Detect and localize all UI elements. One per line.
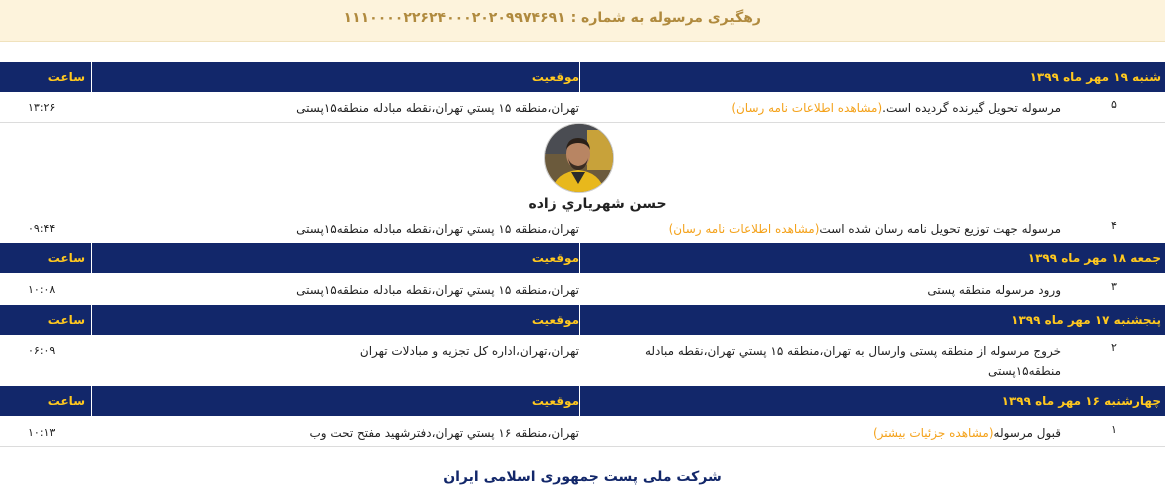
location-header: موقعیت (531, 313, 579, 327)
time-header: ساعت (47, 251, 85, 265)
time-header: ساعت (47, 313, 85, 327)
postman-photo-icon (544, 124, 613, 193)
event-time: ۱۰:۰۸ (28, 283, 56, 296)
column-divider (579, 305, 580, 335)
event-location: تهران،منطقه ۱۵ پستي تهران،نقطه مبادله منطقه۱۵پستی (296, 283, 579, 297)
event-description (581, 98, 1061, 118)
event-number: ۳ (1111, 280, 1117, 293)
event-description (581, 341, 1061, 381)
event-status-text: قبول مرسوله (993, 426, 1061, 440)
day-date: پنجشنبه ۱۷ مهر ماه ۱۳۹۹ (1011, 313, 1161, 327)
event-time: ۱۰:۱۳ (28, 426, 56, 439)
event-location: تهران،منطقه ۱۶ پستي تهران،دفترشهید مفتح تحت وب (309, 426, 579, 440)
event-time: ۰۹:۴۴ (28, 222, 56, 235)
day-header (0, 386, 1165, 416)
event-location: تهران،تهران،اداره کل تجزیه و مبادلات تهران (359, 344, 579, 358)
row-divider (0, 446, 1165, 447)
location-header: موقعیت (531, 251, 579, 265)
location-header: موقعیت (531, 70, 579, 84)
event-description (581, 423, 1061, 443)
event-description (581, 219, 1061, 239)
event-description (581, 280, 1061, 300)
day-date: چهارشنبه ۱۶ مهر ماه ۱۳۹۹ (1001, 394, 1161, 408)
day-header (0, 243, 1165, 273)
view-postman-info-link[interactable]: (مشاهده اطلاعات نامه رسان) (731, 101, 883, 115)
day-date: جمعه ۱۸ مهر ماه ۱۳۹۹ (1027, 251, 1161, 265)
column-divider (91, 243, 92, 273)
view-postman-info-link[interactable]: (مشاهده اطلاعات نامه رسان) (668, 222, 820, 236)
event-number: ۵ (1111, 98, 1117, 111)
view-more-details-link[interactable]: (مشاهده جزئیات بیشتر) (872, 426, 994, 440)
event-number: ۴ (1111, 219, 1117, 232)
column-divider (91, 62, 92, 92)
column-divider (91, 386, 92, 416)
event-location: تهران،منطقه ۱۵ پستي تهران،نقطه مبادله منطقه۱۵پستی (296, 222, 579, 236)
day-header (0, 62, 1165, 92)
column-divider (579, 62, 580, 92)
time-header: ساعت (47, 394, 85, 408)
event-number: ۲ (1111, 341, 1117, 354)
event-status-text: مرسوله جهت توزیع تحویل نامه رسان شده است (819, 222, 1061, 236)
event-status-text: خروج مرسوله از منطقه پستی وارسال به تهران،منطقه ۱۵ پستي تهران،نقطه مبادله منطقه۱۵پستی (644, 344, 1061, 378)
tracking-banner (0, 0, 1165, 42)
location-header: موقعیت (531, 394, 579, 408)
event-status-text: مرسوله تحویل گیرنده گردیده است. (882, 101, 1061, 115)
event-time: ۱۳:۲۶ (28, 101, 56, 114)
tracking-title: رهگیری مرسوله به شماره : ۱۱۱۰۰۰۰۲۲۶۲۴۰۰۰۲۰۲۰۹۹۷۴۶۹۱ (343, 10, 761, 26)
event-status-text: ورود مرسوله منطقه پستی (927, 283, 1061, 297)
time-header: ساعت (47, 70, 85, 84)
column-divider (579, 386, 580, 416)
postman-name: حسن شهرياري زاده (528, 196, 667, 212)
day-date: شنبه ۱۹ مهر ماه ۱۳۹۹ (1029, 70, 1161, 84)
event-time: ۰۶:۰۹ (28, 344, 56, 357)
postman-avatar (544, 123, 614, 193)
event-number: ۱ (1111, 423, 1117, 436)
column-divider (579, 243, 580, 273)
column-divider (91, 305, 92, 335)
event-location: تهران،منطقه ۱۵ پستي تهران،نقطه مبادله منطقه۱۵پستی (296, 101, 579, 115)
day-header (0, 305, 1165, 335)
footer-company-name: شرکت ملی پست جمهوری اسلامی ایران (443, 469, 722, 485)
